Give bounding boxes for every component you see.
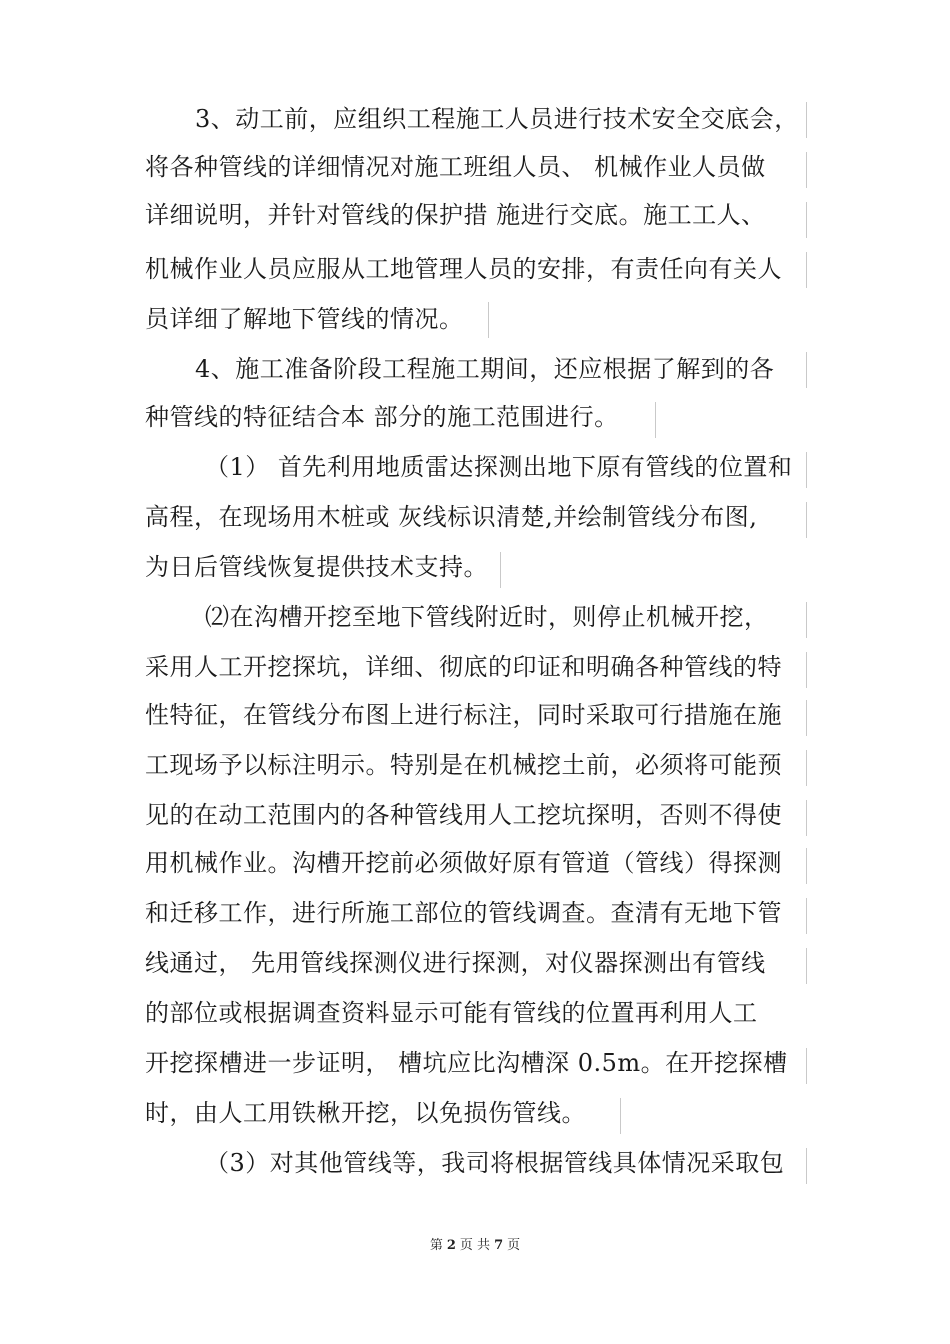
scan-artifact (806, 948, 807, 984)
scan-artifact (806, 1148, 807, 1184)
total-page-count: 7 (494, 1238, 504, 1253)
scan-artifact (806, 898, 807, 934)
paragraph-line: 线通过， 先用管线探测仪进行探测，对仪器探测出有管线 (145, 949, 766, 977)
paragraph-line: 工现场予以标注明示。特别是在机械挖土前，必须将可能预 (145, 751, 782, 779)
paragraph-line: 时，由人工用铁楸开挖，以免损伤管线。 (145, 1099, 586, 1127)
paragraph-line: 的部位或根据调查资料显示可能有管线的位置再利用人工 (145, 999, 758, 1027)
paragraph-line: 高程，在现场用木桩或 灰线标识清楚,并绘制管线分布图, (145, 503, 758, 531)
paragraph-line: （1） 首先利用地质雷达探测出地下原有管线的位置和 (205, 453, 793, 481)
scan-artifact (488, 302, 489, 338)
paragraph-line: 采用人工开挖探坑，详细、彻底的印证和明确各种管线的特 (145, 653, 782, 681)
scan-artifact (655, 402, 656, 438)
scan-artifact (806, 252, 807, 288)
paragraph-line: 4、施工准备阶段工程施工期间，还应根据了解到的各 (195, 355, 775, 383)
footer-suffix: 页 (507, 1238, 521, 1253)
page-footer (0, 1234, 950, 1253)
paragraph-line: 详细说明，并针对管线的保护措 施进行交底。施工工人、 (145, 201, 766, 229)
scan-artifact (806, 502, 807, 538)
paragraph-line: 性特征，在管线分布图上进行标注，同时采取可行措施在施 (145, 701, 782, 729)
scan-artifact (500, 552, 501, 588)
paragraph-line: 种管线的特征结合本 部分的施工范围进行。 (145, 403, 619, 431)
paragraph-line: ⑵在沟槽开挖至地下管线附近时，则停止机械开挖， (205, 603, 769, 631)
scan-artifact (806, 800, 807, 836)
paragraph-line: 将各种管线的详细情况对施工班组人员、 机械作业人员做 (145, 153, 766, 181)
scan-artifact (806, 750, 807, 786)
paragraph-line: 3、动工前，应组织工程施工人员进行技术安全交底会， (195, 105, 799, 133)
scan-artifact (806, 1048, 807, 1084)
paragraph-line: 机械作业人员应服从工地管理人员的安排，有责任向有关人 (145, 255, 782, 283)
paragraph-line: 员详细了解地下管线的情况。 (145, 305, 464, 333)
paragraph-line: （3）对其他管线等，我司将根据管线具体情况采取包 (205, 1149, 785, 1177)
paragraph-line: 用机械作业。沟槽开挖前必须做好原有管道（管线）得探测 (145, 849, 782, 877)
scan-artifact (806, 602, 807, 638)
paragraph-line: 为日后管线恢复提供技术支持。 (145, 553, 488, 581)
paragraph-line: 见的在动工范围内的各种管线用人工挖坑探明，否则不得使 (145, 801, 782, 829)
scan-artifact (620, 1098, 621, 1134)
paragraph-line: 和迁移工作，进行所施工部位的管线调查。查清有无地下管 (145, 899, 782, 927)
footer-middle: 页 共 (459, 1238, 491, 1253)
scan-artifact (806, 452, 807, 488)
paragraph-line: 开挖探槽进一步证明， 槽坑应比沟槽深 0.5m。在开挖探槽 (145, 1049, 788, 1077)
current-page-number: 2 (446, 1238, 456, 1253)
scan-artifact (806, 652, 807, 688)
scan-artifact (806, 352, 807, 388)
scan-artifact (806, 202, 807, 238)
scan-artifact (806, 102, 807, 138)
scan-artifact (806, 700, 807, 736)
footer-prefix: 第 (429, 1238, 443, 1253)
scan-artifact (806, 848, 807, 884)
scan-artifact (806, 152, 807, 188)
